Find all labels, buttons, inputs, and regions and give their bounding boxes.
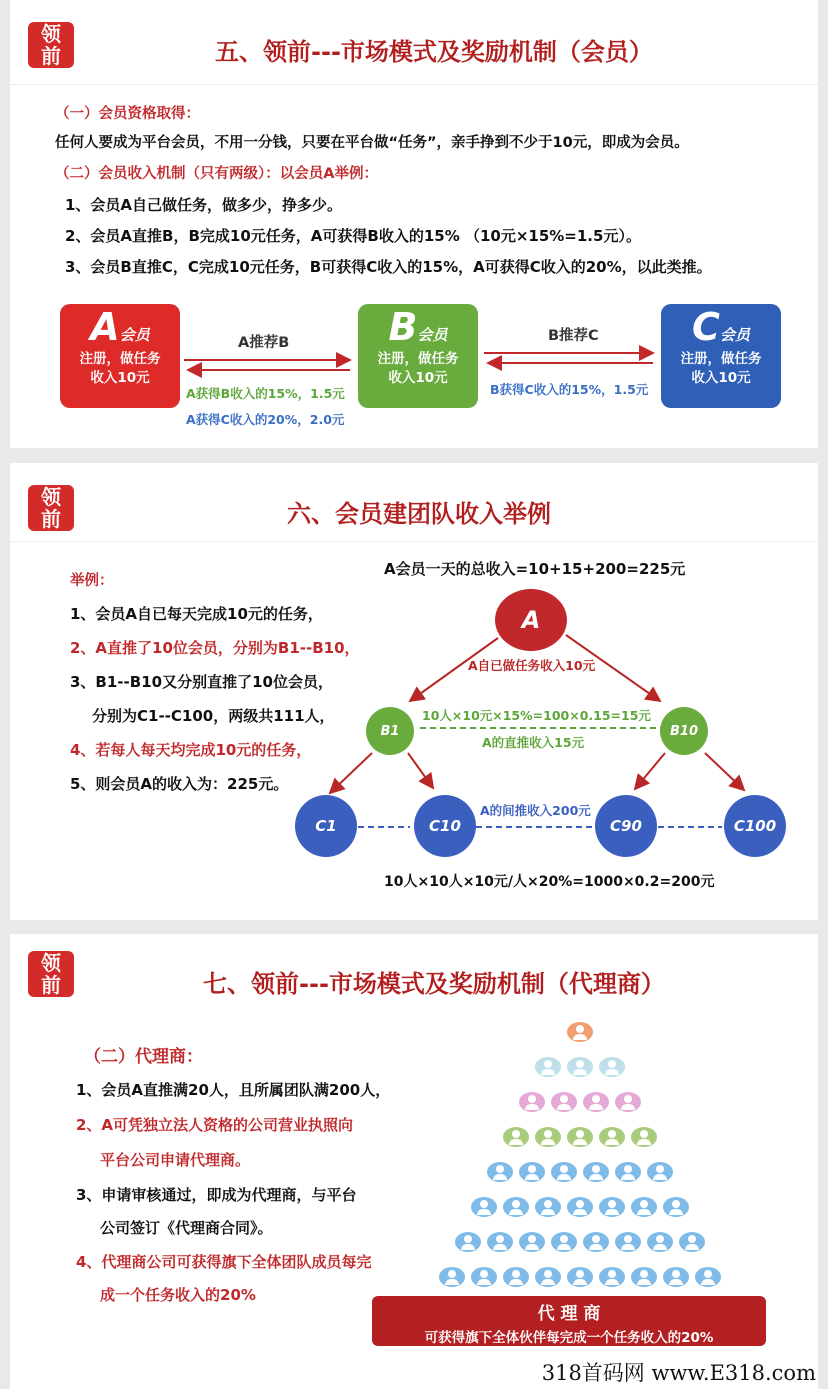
agent-banner-title: 代 理 商: [537, 1304, 601, 1324]
member-b-box: B会员 注册，做任务 收入10元: [358, 304, 478, 408]
person-icon: [455, 1232, 481, 1252]
person-icon: [631, 1197, 657, 1217]
node-c10: C10: [414, 795, 476, 857]
person-icon: [567, 1127, 593, 1147]
person-icon: [567, 1022, 593, 1042]
example-item-3: 3、B1--B10又分别直推了10位会员，: [70, 673, 333, 691]
person-icon: [599, 1057, 625, 1077]
agent-item-1: 1、会员A直推满20人，且所属团队满200人，: [76, 1081, 391, 1099]
person-icon: [631, 1127, 657, 1147]
person-icon: [615, 1162, 641, 1182]
person-icon: [599, 1267, 625, 1287]
person-icon: [615, 1092, 641, 1112]
person-icon: [439, 1267, 465, 1287]
membership-text: 任何人要成为平台会员，不用一分钱，只要在平台做“任务”，亲手挣到不少于10元，即成为会员。: [55, 135, 689, 151]
b-formula: 10人×10元×15%=100×0.15=15元: [422, 708, 651, 723]
person-icon: [503, 1267, 529, 1287]
total-income: A会员一天的总收入=10+15+200=225元: [384, 560, 686, 578]
person-icon: [535, 1267, 561, 1287]
member-a-box: A会员 注册，做任务 收入10元: [60, 304, 180, 408]
agent-item-2: 2、A可凭独立法人资格的公司营业执照向: [76, 1116, 354, 1134]
agent-item-3b: 公司签订《代理商合同》。: [100, 1219, 273, 1237]
person-icon: [647, 1232, 673, 1252]
b-gets-c-note: B获得C收入的15%，1.5元: [490, 382, 649, 397]
a-gets-b-note: A获得B收入的15%，1.5元: [186, 386, 345, 401]
person-icon: [519, 1232, 545, 1252]
person-icon: [535, 1057, 561, 1077]
section-6-card: [10, 463, 818, 920]
section-5-card: [10, 0, 818, 448]
income-heading: （二）会员收入机制（只有两级）：以会员A举例：: [55, 166, 378, 182]
agent-item-2b: 平台公司申请代理商。: [100, 1151, 251, 1169]
brand-logo: 领 前: [28, 22, 74, 68]
person-icon: [663, 1267, 689, 1287]
site-watermark: 318首码网 www.E318.com: [541, 1361, 816, 1385]
person-icon: [487, 1162, 513, 1182]
b-refers-c-label: B推荐C: [548, 328, 599, 344]
person-icon: [535, 1127, 561, 1147]
a-self-income-note: A自已做任务收入10元: [468, 658, 596, 673]
person-icon: [631, 1267, 657, 1287]
agent-heading: （二）代理商：: [84, 1047, 203, 1067]
section-6-title: 六、会员建团队收入举例: [287, 500, 551, 528]
brand-logo: 领 前: [28, 951, 74, 997]
person-icon: [679, 1232, 705, 1252]
node-c1: C1: [295, 795, 357, 857]
team-tree-lines: [10, 463, 818, 920]
person-icon: [487, 1232, 513, 1252]
membership-heading: （一）会员资格取得：: [55, 106, 200, 122]
member-c-box: C会员 注册，做任务 收入10元: [661, 304, 781, 408]
person-icon: [535, 1197, 561, 1217]
example-item-5: 5、则会员A的收入为：225元。: [70, 775, 289, 793]
c-formula: 10人×10人×10元/人×20%=1000×0.2=200元: [384, 874, 715, 890]
person-icon: [551, 1162, 577, 1182]
example-item-4: 4、若每人每天均完成10元的任务，: [70, 741, 312, 759]
agent-banner-subtitle: 可获得旗下全体伙伴每完成一个任务收入的20%: [424, 1330, 714, 1346]
example-item-3b: 分别为C1--C100，两级共111人，: [92, 707, 335, 725]
team-pyramid-illustration: [405, 1014, 755, 1294]
person-icon: [599, 1197, 625, 1217]
node-c100: C100: [724, 795, 786, 857]
section-7-card: [10, 934, 818, 1389]
node-a: A: [495, 589, 567, 651]
a-refers-b-label: A推荐B: [238, 335, 290, 351]
person-icon: [503, 1197, 529, 1217]
a-gets-c-note: A获得C收入的20%，2.0元: [186, 412, 345, 427]
person-icon: [519, 1162, 545, 1182]
agent-item-4b: 成一个任务收入的20%: [100, 1286, 256, 1304]
agent-item-3: 3、申请审核通过，即成为代理商，与平台: [76, 1186, 357, 1204]
person-icon: [551, 1232, 577, 1252]
example-item-2: 2、A直推了10位会员，分别为B1--B10，: [70, 639, 360, 657]
person-icon: [503, 1127, 529, 1147]
income-item-3: 3、会员B直推C，C完成10元任务，B可获得C收入的15%，A可获得C收入的20%，以此类推。: [65, 258, 712, 276]
person-icon: [567, 1267, 593, 1287]
section-5-title: 五、领前---市场模式及奖励机制（会员）: [215, 38, 653, 66]
node-b10: B10: [660, 707, 708, 755]
person-icon: [567, 1197, 593, 1217]
person-icon: [471, 1267, 497, 1287]
person-icon: [615, 1232, 641, 1252]
direct-income-note: A的直推收入15元: [482, 735, 585, 750]
example-item-1: 1、会员A自已每天完成10元的任务，: [70, 605, 323, 623]
agent-item-4: 4、代理商公司可获得旗下全体团队成员每完: [76, 1253, 372, 1271]
section-7-title: 七、领前---市场模式及奖励机制（代理商）: [203, 970, 665, 998]
person-icon: [519, 1092, 545, 1112]
person-icon: [599, 1127, 625, 1147]
person-icon: [695, 1267, 721, 1287]
person-icon: [471, 1197, 497, 1217]
indirect-income-note: A的间推收入200元: [480, 803, 591, 818]
brand-logo: 领 前: [28, 485, 74, 531]
referral-arrows: [10, 0, 818, 448]
person-icon: [583, 1232, 609, 1252]
node-c90: C90: [595, 795, 657, 857]
person-icon: [551, 1092, 577, 1112]
agent-banner: [372, 1296, 766, 1346]
income-item-1: 1、会员A自己做任务，做多少，挣多少。: [65, 196, 343, 214]
example-heading: 举例：: [70, 573, 114, 589]
node-b1: B1: [366, 707, 414, 755]
person-icon: [583, 1162, 609, 1182]
person-icon: [583, 1092, 609, 1112]
person-icon: [647, 1162, 673, 1182]
person-icon: [663, 1197, 689, 1217]
income-item-2: 2、会员A直推B，B完成10元任务，A可获得B收入的15% （10元×15%=1.5元）。: [65, 227, 641, 245]
person-icon: [567, 1057, 593, 1077]
